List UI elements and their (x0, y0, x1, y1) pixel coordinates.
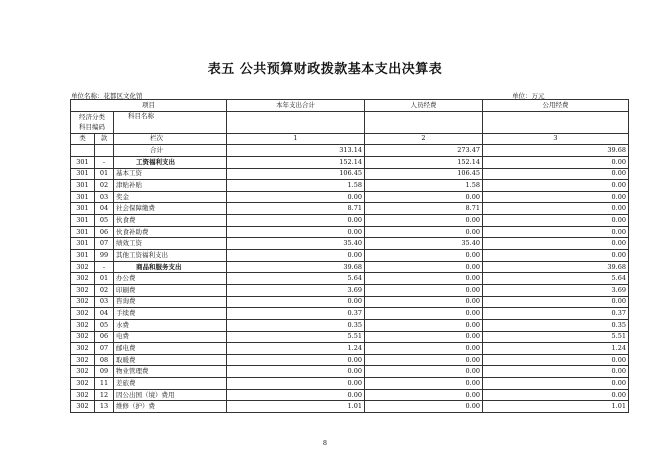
row-kuan-code: 11 (95, 378, 114, 390)
table-row (71, 273, 629, 285)
row-public-value: 0.00 (483, 203, 629, 215)
row-public-value: 0.00 (483, 180, 629, 192)
table-row (71, 354, 629, 366)
row-lei-code: 302 (71, 308, 95, 320)
table-row (71, 215, 629, 227)
row-total-value: 0.35 (227, 319, 365, 331)
table-row (71, 343, 629, 355)
table-row (71, 156, 629, 168)
row-kuan-code: 07 (95, 238, 114, 250)
row-kuan-code: 04 (95, 308, 114, 320)
total-value-3: 39.68 (483, 145, 629, 157)
row-personnel-value: 0.00 (365, 366, 483, 378)
table-row (71, 378, 629, 390)
row-total-value: 1.24 (227, 343, 365, 355)
row-subject-name: 电费 (114, 331, 227, 343)
row-public-value: 0.00 (483, 168, 629, 180)
header-item: 项目 (71, 100, 227, 112)
row-total-value: 0.00 (227, 389, 365, 401)
row-lei-code: 302 (71, 401, 95, 413)
row-public-value: 39.68 (483, 261, 629, 273)
row-subject-name: 维修（护）费 (114, 401, 227, 413)
row-kuan-code: 05 (95, 215, 114, 227)
row-total-value: 0.37 (227, 308, 365, 320)
row-total-value: 106.45 (227, 168, 365, 180)
row-public-value: 1.01 (483, 401, 629, 413)
row-subject-name: 基本工资 (114, 168, 227, 180)
header-blank-3 (483, 111, 629, 133)
row-public-value: 0.00 (483, 250, 629, 262)
row-kuan-code: 12 (95, 389, 114, 401)
row-subject-name: 工资福利支出 (114, 156, 227, 168)
table-row (71, 319, 629, 331)
table-row (71, 191, 629, 203)
row-personnel-value: 0.00 (365, 273, 483, 285)
row-personnel-value: 0.00 (365, 215, 483, 227)
row-public-value: 3.69 (483, 284, 629, 296)
header-econ-class: 经济分类 (79, 112, 105, 121)
row-total-value: 0.00 (227, 250, 365, 262)
row-lei-code: 302 (71, 389, 95, 401)
row-total-value: 3.69 (227, 284, 365, 296)
row-subject-name: 取暖费 (114, 354, 227, 366)
row-personnel-value: 0.00 (365, 319, 483, 331)
row-subject-name: 咨询费 (114, 296, 227, 308)
page-title: 表五 公共预算财政拨款基本支出决算表 (207, 62, 443, 77)
row-lei-code: 302 (71, 331, 95, 343)
row-public-value: 0.00 (483, 156, 629, 168)
row-kuan-code: 04 (95, 203, 114, 215)
row-public-value: 0.35 (483, 319, 629, 331)
header-row-4 (71, 133, 629, 145)
row-lei-code: 302 (71, 284, 95, 296)
expenditure-table (70, 99, 629, 413)
total-value-1: 313.14 (227, 145, 365, 157)
row-personnel-value: 0.00 (365, 308, 483, 320)
total-value-2: 273.47 (365, 145, 483, 157)
row-personnel-value: 0.00 (365, 389, 483, 401)
row-kuan-code: 13 (95, 401, 114, 413)
row-personnel-value: 8.71 (365, 203, 483, 215)
row-public-value: 0.00 (483, 226, 629, 238)
row-total-value: 5.51 (227, 331, 365, 343)
row-personnel-value: 1.58 (365, 180, 483, 192)
table-row (71, 296, 629, 308)
row-lei-code: 302 (71, 319, 95, 331)
row-subject-name: 手续费 (114, 308, 227, 320)
row-total-value: 0.00 (227, 226, 365, 238)
table-row (71, 238, 629, 250)
row-public-value: 0.00 (483, 378, 629, 390)
header-econ-class-cell (71, 111, 114, 133)
row-subject-name: 绩效工资 (114, 238, 227, 250)
row-personnel-value: 35.40 (365, 238, 483, 250)
row-lei-code: 301 (71, 191, 95, 203)
row-kuan-code: 03 (95, 191, 114, 203)
row-public-value: 5.51 (483, 331, 629, 343)
row-lei-code: 302 (71, 378, 95, 390)
row-subject-name: 水费 (114, 319, 227, 331)
row-public-value: 0.00 (483, 191, 629, 203)
row-subject-name: 其他工资福利支出 (114, 250, 227, 262)
row-kuan-code: 01 (95, 273, 114, 285)
total-label: 合计 (114, 145, 227, 157)
row-total-value: 0.00 (227, 191, 365, 203)
row-personnel-value: 0.00 (365, 191, 483, 203)
row-total-value: 0.00 (227, 296, 365, 308)
table-row (71, 331, 629, 343)
row-kuan-code: 02 (95, 284, 114, 296)
row-subject-name: 伙食费 (114, 215, 227, 227)
header-personnel: 人员经费 (365, 100, 483, 112)
row-subject-name: 办公费 (114, 273, 227, 285)
row-kuan-code: - (95, 261, 114, 273)
header-blank-1 (227, 111, 365, 133)
row-total-value: 0.00 (227, 354, 365, 366)
row-personnel-value: 0.00 (365, 331, 483, 343)
row-public-value: 0.00 (483, 389, 629, 401)
row-kuan-code: 99 (95, 250, 114, 262)
header-row-1 (71, 100, 629, 112)
table-row (71, 203, 629, 215)
table-row (71, 389, 629, 401)
row-public-value: 5.64 (483, 273, 629, 285)
row-total-value: 8.71 (227, 203, 365, 215)
row-total-value: 0.00 (227, 215, 365, 227)
row-personnel-value: 0.00 (365, 261, 483, 273)
page-number: 8 (322, 439, 328, 447)
header-total-expenditure: 本年支出合计 (227, 100, 365, 112)
table-row (71, 401, 629, 413)
row-lei-code: 301 (71, 238, 95, 250)
currency-unit-label: 单位：万元 (512, 92, 545, 100)
row-kuan-code: - (95, 156, 114, 168)
row-lei-code: 302 (71, 354, 95, 366)
row-kuan-code: 09 (95, 366, 114, 378)
row-total-value: 0.00 (227, 378, 365, 390)
row-personnel-value: 0.00 (365, 343, 483, 355)
row-personnel-value: 106.45 (365, 168, 483, 180)
table-row (71, 308, 629, 320)
row-lei-code: 301 (71, 226, 95, 238)
header-col-num-2: 2 (365, 133, 483, 145)
row-kuan-code: 03 (95, 296, 114, 308)
row-public-value: 0.00 (483, 366, 629, 378)
row-kuan-code: 07 (95, 343, 114, 355)
table-row (71, 226, 629, 238)
row-lei-code: 302 (71, 366, 95, 378)
row-subject-name: 因公出国（境）费用 (114, 389, 227, 401)
row-subject-name: 商品和服务支出 (114, 261, 227, 273)
total-row (71, 145, 629, 157)
row-total-value: 1.58 (227, 180, 365, 192)
row-subject-name: 邮电费 (114, 343, 227, 355)
header-lei: 类 (71, 133, 95, 145)
table-row (71, 250, 629, 262)
header-subject-name: 科目名称 (114, 111, 227, 133)
row-total-value: 39.68 (227, 261, 365, 273)
row-kuan-code: 08 (95, 354, 114, 366)
row-total-value: 1.01 (227, 401, 365, 413)
total-blank-2 (95, 145, 114, 157)
row-personnel-value: 152.14 (365, 156, 483, 168)
row-lei-code: 301 (71, 156, 95, 168)
unit-name-label: 单位名称：花都区文化馆 (71, 92, 143, 100)
row-kuan-code: 06 (95, 226, 114, 238)
row-kuan-code: 01 (95, 168, 114, 180)
header-col-num-3: 3 (483, 133, 629, 145)
header-kuan: 款 (95, 133, 114, 145)
row-lei-code: 301 (71, 180, 95, 192)
header-blank-2 (365, 111, 483, 133)
row-public-value: 0.00 (483, 296, 629, 308)
row-kuan-code: 06 (95, 331, 114, 343)
row-kuan-code: 05 (95, 319, 114, 331)
row-personnel-value: 0.00 (365, 226, 483, 238)
row-subject-name: 津贴补贴 (114, 180, 227, 192)
row-total-value: 0.00 (227, 366, 365, 378)
total-blank-1 (71, 145, 95, 157)
row-subject-name: 伙食补助费 (114, 226, 227, 238)
table-row (71, 284, 629, 296)
row-subject-name: 社会保障缴费 (114, 203, 227, 215)
row-subject-name: 物业管理费 (114, 366, 227, 378)
row-personnel-value: 0.00 (365, 401, 483, 413)
row-lei-code: 302 (71, 296, 95, 308)
header-col-num-1: 1 (227, 133, 365, 145)
row-lei-code: 301 (71, 250, 95, 262)
row-public-value: 0.00 (483, 215, 629, 227)
row-lei-code: 302 (71, 261, 95, 273)
row-subject-name: 差旅费 (114, 378, 227, 390)
row-total-value: 152.14 (227, 156, 365, 168)
row-personnel-value: 0.00 (365, 284, 483, 296)
row-personnel-value: 0.00 (365, 354, 483, 366)
row-subject-name: 奖金 (114, 191, 227, 203)
row-personnel-value: 0.00 (365, 250, 483, 262)
row-lei-code: 302 (71, 273, 95, 285)
row-public-value: 1.24 (483, 343, 629, 355)
row-lei-code: 301 (71, 203, 95, 215)
row-personnel-value: 0.00 (365, 378, 483, 390)
header-subject-code: 科目编码 (79, 123, 105, 132)
row-public-value: 0.37 (483, 308, 629, 320)
row-lei-code: 301 (71, 215, 95, 227)
table-row (71, 366, 629, 378)
row-public-value: 0.00 (483, 354, 629, 366)
row-personnel-value: 0.00 (365, 296, 483, 308)
row-lei-code: 301 (71, 168, 95, 180)
row-lei-code: 302 (71, 343, 95, 355)
table-row (71, 168, 629, 180)
row-subject-name: 印刷费 (114, 284, 227, 296)
row-total-value: 35.40 (227, 238, 365, 250)
row-public-value: 0.00 (483, 238, 629, 250)
table-row (71, 261, 629, 273)
header-public: 公用经费 (483, 100, 629, 112)
row-total-value: 5.64 (227, 273, 365, 285)
table-row (71, 180, 629, 192)
header-lanci: 栏次 (114, 133, 227, 145)
row-kuan-code: 02 (95, 180, 114, 192)
